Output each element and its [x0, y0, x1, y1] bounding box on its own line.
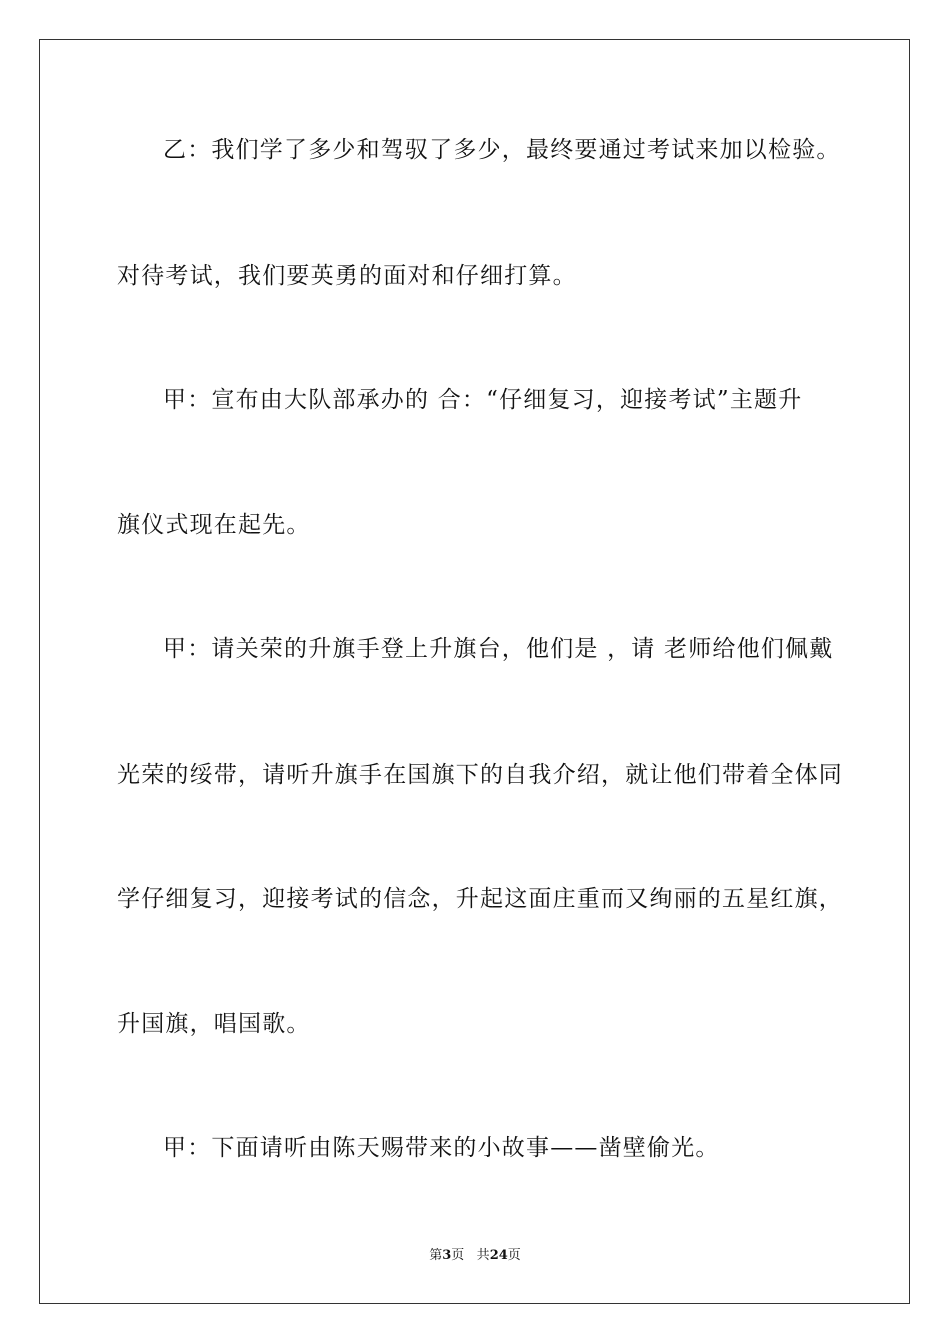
footer-page-prefix: 第 [429, 1248, 443, 1263]
text-line-5: 甲：请关荣的升旗手登上升旗台，他们是 ，请 老师给他们佩戴 [163, 636, 834, 662]
text-line-2: 对待考试，我们要英勇的面对和仔细打算。 [117, 263, 577, 289]
text-line-6: 光荣的绥带，请听升旗手在国旗下的自我介绍，就让他们带着全体同 [117, 762, 843, 788]
footer-total-suffix: 页 [507, 1248, 521, 1263]
footer-total-prefix: 共 [476, 1248, 490, 1263]
text-line-1: 乙：我们学了多少和驾驭了多少，最终要通过考试来加以检验。 [163, 137, 841, 163]
text-line-8: 升国旗，唱国歌。 [117, 1011, 311, 1037]
footer-page-suffix: 页 [451, 1248, 465, 1263]
text-line-4: 旗仪式现在起先。 [117, 512, 311, 538]
text-line-7: 学仔细复习，迎接考试的信念，升起这面庄重而又绚丽的五星红旗， [117, 886, 843, 912]
footer-page-number: 3 [442, 1248, 452, 1263]
page-footer [0, 1247, 950, 1265]
footer-total-pages: 24 [489, 1248, 508, 1263]
text-line-9: 甲：下面请听由陈天赐带来的小故事——凿壁偷光。 [163, 1135, 720, 1161]
text-line-3: 甲：宣布由大队部承办的 合：“仔细复习，迎接考试”主题升 [163, 387, 803, 413]
page-border [39, 39, 910, 1304]
